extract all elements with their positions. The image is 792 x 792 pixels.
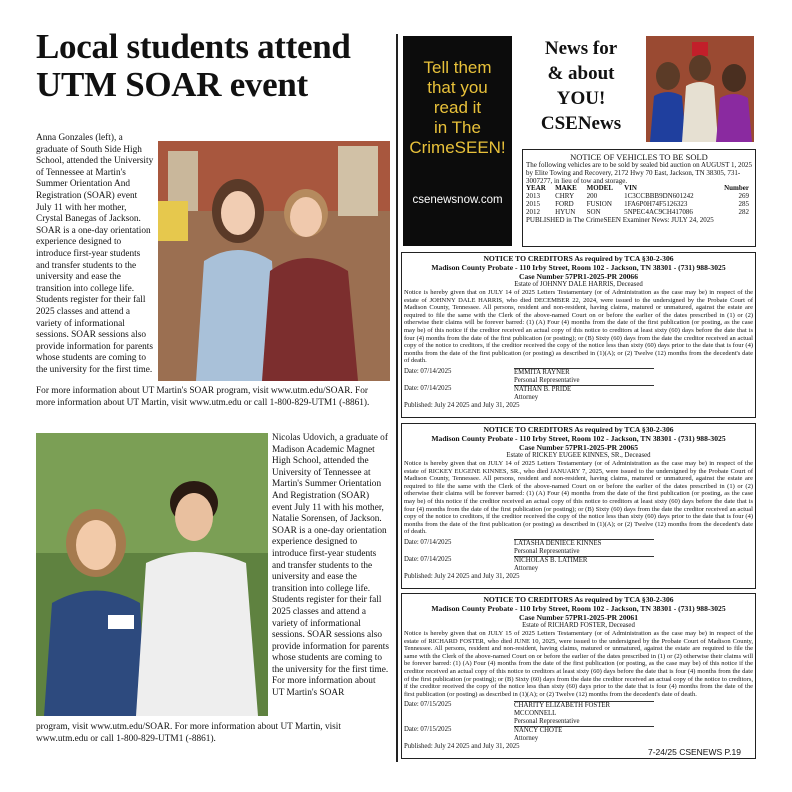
creditor-notice-kinnes: [401, 423, 756, 589]
sig-name: LATASHA DENIECE KINNES: [514, 539, 654, 548]
ad-line: CrimeSEEN!: [409, 138, 506, 157]
ad-line: in The: [434, 118, 481, 137]
notice-court: Madison County Probate - 110 Irby Street, Room 102 - Jackson, TN 38301 - (731) 988-3025: [431, 434, 726, 443]
cell: 2015: [526, 199, 540, 208]
sig-name: NICHOLAS B. LATIMER: [514, 556, 654, 565]
signature-block: [404, 368, 753, 410]
col-number: Number: [724, 184, 749, 193]
vehicles-title: NOTICE OF VEHICLES TO BE SOLD: [570, 152, 708, 162]
notice-published: Published: July 24 2025 and July 31, 2025: [404, 743, 520, 751]
page-footer: 7-24/25 CSENEWS P.19: [648, 747, 741, 757]
photo-group-illustration: [646, 36, 754, 142]
sig-date: Date: 07/14/2025: [404, 555, 452, 563]
column-divider: [396, 34, 398, 762]
sig-name: EMMITA RAYNER: [514, 368, 654, 377]
cell: FORD: [555, 199, 574, 208]
cell: FUSION: [586, 199, 612, 208]
notice-body: Notice is hereby given that on JULY 14 of 2025 Letters Testamentary (or of Administration as the case may be) in respect of the estate of JOHNNY DALE HARRIS, who died DECEMBER 22, 2024, were issued to the undersigned by the Probate Court of Madison County, Tennessee. All persons, resident and non-resident, having claims, matured or unmatured, against the estate are required to file the same with the Clerk of the above-named Court on or before the earlier of the dates prescribed in (1) or (2) otherwise their claims will be forever barred: (1) (A) Four (4) months from the date of the first publication (or posting, as the case may be) of this notice if the creditor received an actual copy of this notice to creditors at least sixty (60) days before the date that is four (4) months from the date of the first publication (or posting); or (B) Sixty (60) days from the date the creditor received an actual copy of the notice to creditors, if the creditor received the copy of the notice less than sixty (60) days prior to the date that is four (4) months from the date of the first publication (or posting) as described in (1)(A); or (2) Twelve (12) months from the decedent's date of death.: [404, 289, 753, 365]
vehicles-intro: The following vehicles are to be sold by sealed bid auction on AUGUST 1, 2025 by Elite Towing and Recovery, 2172 Hwy 70 East, Jackson, TN 38305, 731-3007277, in lieu of tow and storage.: [526, 161, 752, 185]
signature-block: [404, 539, 753, 581]
sig-name: NANCY CHOTE: [514, 726, 654, 735]
photo-group: [646, 36, 754, 142]
photo-gonzales-illustration: [158, 141, 390, 381]
news-header-line: CSENews: [540, 113, 622, 134]
sig-name: CHARITY ELIZABETH FOSTER MCCONNELL: [514, 701, 654, 718]
sig-name: NATHAN B. PRIDE: [514, 385, 654, 394]
sig-date: Date: 07/14/2025: [404, 538, 452, 546]
notice-court: Madison County Probate - 110 Irby Street, Room 102 - Jackson, TN 38301 - (731) 988-3025: [431, 604, 726, 613]
col-model: MODEL: [586, 184, 614, 193]
cell: 5NPEC4AC9CH417086: [624, 207, 693, 216]
cell: 285: [738, 199, 749, 208]
sig-role: Personal Representative: [514, 376, 580, 384]
cell: 2012: [526, 207, 540, 216]
photo-gonzales-banegas: [158, 141, 390, 381]
vehicles-table: [526, 185, 752, 216]
ad-tagline: [403, 58, 512, 158]
ad-line: read it: [433, 98, 482, 117]
cell: 1FA6P0H74F5126323: [624, 199, 688, 208]
crimeseen-ad[interactable]: [403, 36, 512, 246]
notice-body: Notice is hereby given that on JULY 15 of 2025 Letters Testamentary (or of Administration as the case may be) in respect of the estate of RICHARD FOSTER, who died JUNE 10, 2025, were issued to the undersigned by the Probate Court of Madison County, Tennessee. All persons, resident and non-resident, having claims, matured or unmatured, against the estate are required to file the same with the Clerk of the above-named Court on or before the earlier of the dates prescribed in (1) or (2) otherwise their claims will be forever barred: (1) (A) Four (4) months from the date of the first publication (or posting, as the case may be) of this notice if the creditor received an actual copy of this notice to creditors at least sixty (60) days before the date that is four (4) months from the date of the first publication (or posting); or (B) Sixty (60) days from the date the creditor received an actual copy of the notice to creditors, if the creditor received the copy of the notice less than sixty (60) days prior to the date that is four (4) months from the date of the first publication (or posting) as described in (1)(A); or (2) Twelve (12) months from the decedent's date of death.: [404, 630, 753, 698]
news-header-line: YOU!: [556, 88, 606, 109]
sig-date: Date: 07/14/2025: [404, 367, 452, 375]
signature-block: [404, 701, 753, 751]
sig-date: Date: 07/15/2025: [404, 701, 452, 709]
story2-tail: program, visit www.utm.edu/SOAR. For more information about UT Martin, visit www.utm.edu or call 1-800-829-UTM1 (-8861).: [36, 722, 341, 744]
creditor-notice-harris: [401, 252, 756, 418]
notice-court: Madison County Probate - 110 Irby Street, Room 102 - Jackson, TN 38301 - (731) 988-3025: [431, 263, 726, 272]
notice-title: NOTICE TO CREDITORS As required by TCA §30-2-306: [483, 425, 674, 434]
sig-date: Date: 07/15/2025: [404, 726, 452, 734]
sig-role: Personal Representative: [514, 547, 580, 555]
cell: 282: [738, 207, 749, 216]
ad-line: Tell them: [423, 58, 492, 77]
col-vin: VIN: [624, 184, 637, 193]
col-year: YEAR: [526, 184, 546, 193]
notice-title: NOTICE TO CREDITORS As required by TCA §30-2-306: [483, 595, 674, 604]
sig-date: Date: 07/14/2025: [404, 384, 452, 392]
ad-url-link[interactable]: csenewsnow.com: [412, 194, 503, 206]
cell: 269: [738, 192, 749, 201]
col-make: MAKE: [555, 184, 577, 193]
notice-title: NOTICE TO CREDITORS As required by TCA §30-2-306: [483, 254, 674, 263]
cell: 2013: [526, 192, 540, 201]
cell: 200: [586, 192, 598, 201]
notice-case: Case Number 57PR1-2025-PR 20065: [518, 443, 639, 452]
notice-case: Case Number 57PR1-2025-PR 20066: [518, 272, 639, 281]
story1-text: Anna Gonzales (left), a graduate of South Side High School, attended the University of Tennessee at Martin's Summer Orientation And Registration (SOAR) event July 11 with her mother, Crystal Banegas of Jackson. SOAR is a one-day orientation experience designed to introduce first-year students and transfer students to the university and ease the transition into college life. Students register for their fall 2025 classes and attend a variety of informational sessions. SOAR sessions also provide information for parents whose students are coming to the university for the first time.: [36, 133, 154, 375]
notice-estate: Estate of RICKEY EUGEE KINNES, SR., Deceased: [506, 452, 651, 459]
sig-role: Personal Representative: [514, 718, 580, 726]
cell: 1C3CCBBB9DN601242: [624, 192, 694, 201]
photo-udovich-sorensen: [36, 433, 268, 716]
cell: SON: [586, 207, 601, 216]
notice-published: Published: July 24 2025 and July 31, 2025: [404, 572, 520, 580]
sig-role: Attorney: [514, 564, 539, 572]
notice-estate: Estate of JOHNNY DALE HARRIS, Deceased: [514, 281, 643, 288]
notice-published: Published: July 24 2025 and July 31, 2025: [404, 401, 520, 409]
headline: Local students attend UTM SOAR event: [36, 27, 351, 104]
cell: CHRY: [555, 192, 575, 201]
notice-case: Case Number 57PR1-2025-PR 20061: [518, 613, 639, 622]
sig-role: Attorney: [514, 735, 539, 743]
news-header-line: & about: [547, 63, 615, 84]
creditor-notice-foster: [401, 593, 756, 759]
sig-role: Attorney: [514, 393, 539, 401]
notice-estate: Estate of RICHARD FOSTER, Deceased: [522, 622, 635, 629]
ad-line: that you: [427, 78, 488, 97]
cell: HYUN: [555, 207, 576, 216]
vehicles-published: PUBLISHED in The CrimeSEEN Examiner News: JULY 24, 2025: [526, 215, 714, 224]
notice-body: Notice is hereby given that on JULY 14 of 2025 Letters Testamentary (or of Administration as the case may be) in respect of the estate of RICKEY EUGENE KINNES, SR., who died JANUARY 7, 2025, were issued to the undersigned by the Probate Court of Madison County, Tennessee. All persons, resident and non-resident, having claims, matured or unmatured, against the estate are required to file the same with the Clerk of the above-named Court on or before the earlier of the dates prescribed in (1) or (2) otherwise their claims will be forever barred: (1) (A) Four (4) months from the date of the first publication (or posting, as the case may be) of this notice if the creditor received an actual copy of this notice to creditors at least sixty (60) days before the date that is four (4) months from the date of the first publication (or posting); or (B) Sixty (60) days from the date the creditor received an actual copy of the notice to creditors, if the creditor received the copy of the notice less than sixty (60) days prior to the date that is four (4) months from the date of the first publication (or posting) as described in (1)(A); or (2) Twelve (12) months from the decedent's date of death.: [404, 460, 753, 536]
vehicles-notice: [522, 149, 756, 247]
story2-text: Nicolas Udovich, a graduate of Madison Academic Magnet High School, attended the University of Tennessee at Martin's Summer Orientation And Registration (SOAR) event July 11 with his mother, Natalie Sorensen, of Jackson. SOAR is a one-day orientation experience designed to introduce first-year students and transfer students to the university and ease the transition into college life. Students register for their fall 2025 classes and attend a variety of informational sessions. SOAR sessions also provide information for parents whose students are coming to the university for the first time. For more information about UT Martin's SOAR: [272, 433, 389, 699]
news-header-line: News for: [544, 38, 618, 59]
story1-tail: For more information about UT Martin's SOAR program, visit www.utm.edu/SOAR. For more information about UT Martin, visit www.utm.edu or call 1-800-829-UTM1 (-8861).: [36, 386, 370, 408]
photo-udovich-illustration: [36, 433, 268, 716]
news-header: [520, 36, 642, 136]
